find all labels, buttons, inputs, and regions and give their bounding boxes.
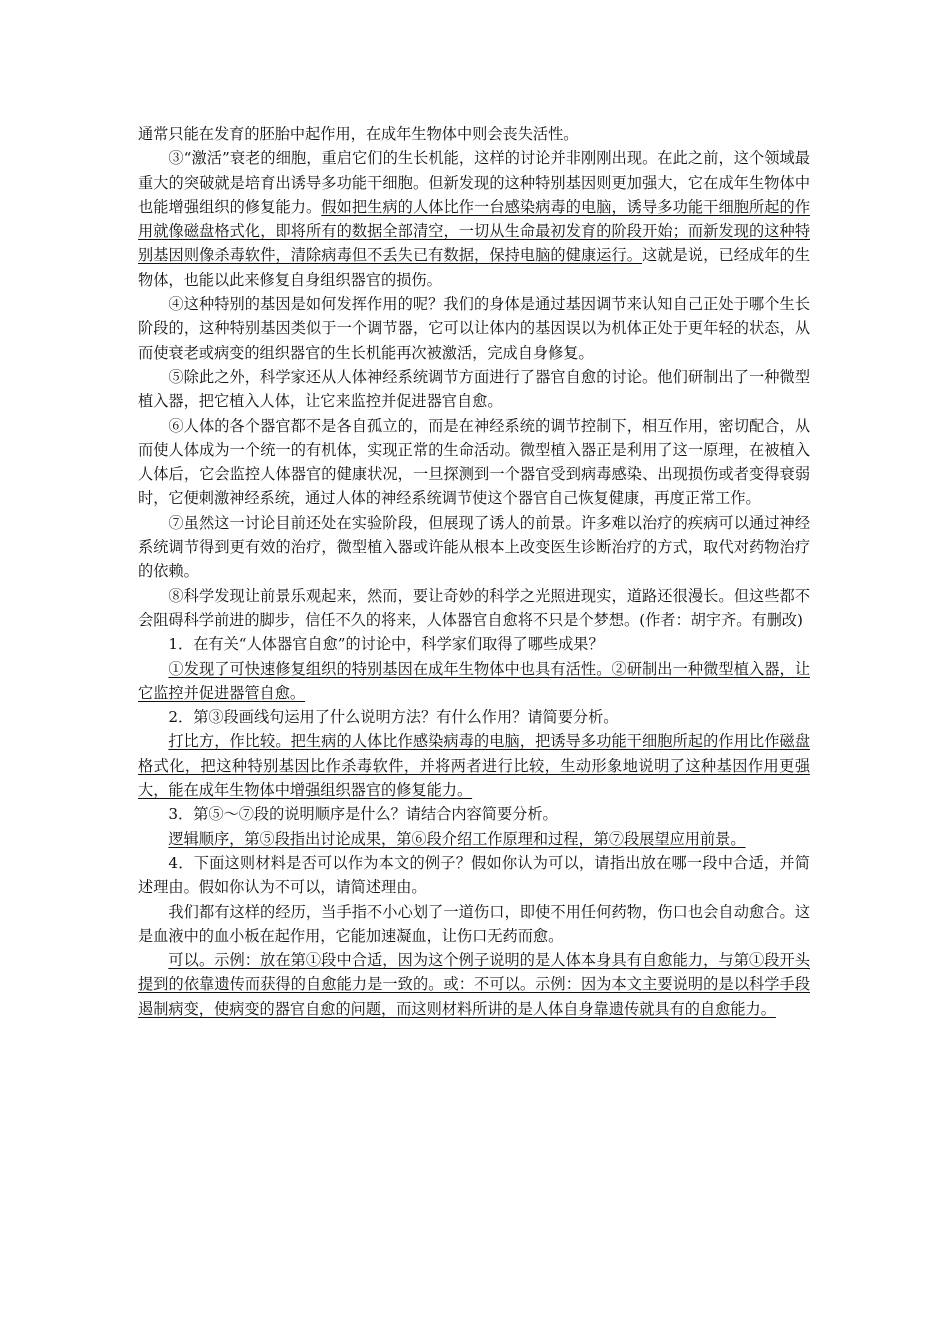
paragraph-8: ⑧科学发现让前景乐观起来，然而，要让奇妙的科学之光照进现实，道路还很漫长。但这些都不会阻碍科学前进的脚步，信任不久的将来，人体器官自愈将不只是个梦想。(作者：胡宇齐。有删改) xyxy=(138,586,810,629)
paragraph-5: ⑤除此之外，科学家还从人体神经系统调节方面进行了器官自愈的讨论。他们研制出了一种微型植入器，把它植入人体，让它来监控并促进器官自愈。 xyxy=(138,367,810,411)
question-3: 3．第⑤～⑦段的说明顺序是什么？请结合内容简要分析。 xyxy=(168,805,558,824)
paragraph-7: ⑦虽然这一讨论目前还处在实验阶段，但展现了诱人的前景。许多难以治疗的疾病可以通过神经系统调节得到更有效的治疗，微型植入器或许能从根本上改变医生诊断治疗的方式，取代对药物治疗的依赖。 xyxy=(138,513,810,581)
question-1: 1．在有关“人体器官自愈”的讨论中，科学家们取得了哪些成果？ xyxy=(168,635,604,654)
paragraph-3-intro: ③“激活”衰老的细胞，重启它们的生长机能，这样的讨论并非刚刚出现。在此之前，这个领域最重大的突破就是培育出诱导多功能干细胞。但新发现的这种特别基因则更加强大，它在成年生物体中也能增强组织的修复能力。 xyxy=(138,149,810,216)
paragraph-3-underlined-sentence: 假如把生病的人体比作一台感染病毒的电脑，诱导多功能干细胞所起的作用就像磁盘格式化，即将所有的数据全部清空，一切从生命最初发育的阶段开始；而新发现的这种特别基因则像杀毒软件，清除病毒但不丢失已有数据，保持电脑的健康运行。 xyxy=(138,197,811,265)
document-page xyxy=(138,122,810,1021)
question-4: 4．下面这则材料是否可以作为本文的例子？假如你认为可以，请指出放在哪一段中合适，并简述理由。假如你认为不可以，请简述理由。 xyxy=(138,853,810,897)
paragraph-3 xyxy=(138,146,810,292)
answer-1-text: ①发现了可快速修复组织的特别基因在成年生物体中也具有活性。②研制出一种微型植入器，让它监控并促进器管自愈。 xyxy=(138,659,810,702)
question-4-material: 我们都有这样的经历，当手指不小心划了一道伤口，即使不用任何药物，伤口也会自动愈合。这是血液中的血小板在起作用，它能加速凝血，让伤口无药而愈。 xyxy=(138,902,810,945)
paragraph-6: ⑥人体的各个器官都不是各自孤立的，而是在神经系统的调节控制下，相互作用，密切配合，从而使人体成为一个统一的有机体，实现正常的生命活动。微型植入器正是利用了这一原理，在被植入人体后，它会监控人体器官的健康状况，一旦探测到一个器官受到病毒感染、出现损伤或者变得衰弱时，它便刺激神经系统，通过人体的神经系统调节使这个器官自己恢复健康，再度正常工作。 xyxy=(138,416,810,508)
answer-2-text: 打比方，作比较。把生病的人体比作感染病毒的电脑，把诱导多功能干细胞所起的作用比作磁盘格式化，把这种特别基因比作杀毒软件，并将两者进行比较，生动形象地说明了这种基因作用更强大，能在成年生物体中增强组织器官的修复能力。 xyxy=(138,732,810,800)
answer-4 xyxy=(138,948,810,1021)
answer-3-text: 逻辑顺序，第⑤段指出讨论成果，第⑥段介绍工作原理和过程，第⑦段展望应用前景。 xyxy=(168,829,746,848)
answer-4-text: 可以。示例：放在第①段中合适，因为这个例子说明的是人体本身具有自愈能力，与第①段开头提到的依靠遗传而获得的自愈能力是一致的。或：不可以。示例：因为本文主要说明的是以科学手段遏制病变，使病变的器官自愈的问题，而这则材料所讲的是人体自身靠遗传就具有的自愈能力。 xyxy=(138,951,810,1018)
paragraph-continuation: 通常只能在发育的胚胎中起作用，在成年生物体中则会丧失活性。 xyxy=(138,125,579,143)
paragraph-4: ④这种特别的基因是如何发挥作用的呢？我们的身体是通过基因调节来认知自己正处于哪个生长阶段的，这种特别基因类似于一个调节器，它可以让体内的基因误以为机体正处于更年轻的状态，从而使衰老或病变的组织器官的生长机能再次被激活，完成自身修复。 xyxy=(138,295,810,362)
question-2: 2．第③段画线句运用了什么说明方法？有什么作用？请简要分析。 xyxy=(168,708,619,727)
answer-2 xyxy=(138,729,810,802)
answer-3 xyxy=(138,827,810,851)
paragraph-3-conclusion: 这就是说，已经成年的生物体，也能以此来修复自身组织器官的损伤。 xyxy=(138,246,811,289)
answer-1 xyxy=(138,657,810,706)
